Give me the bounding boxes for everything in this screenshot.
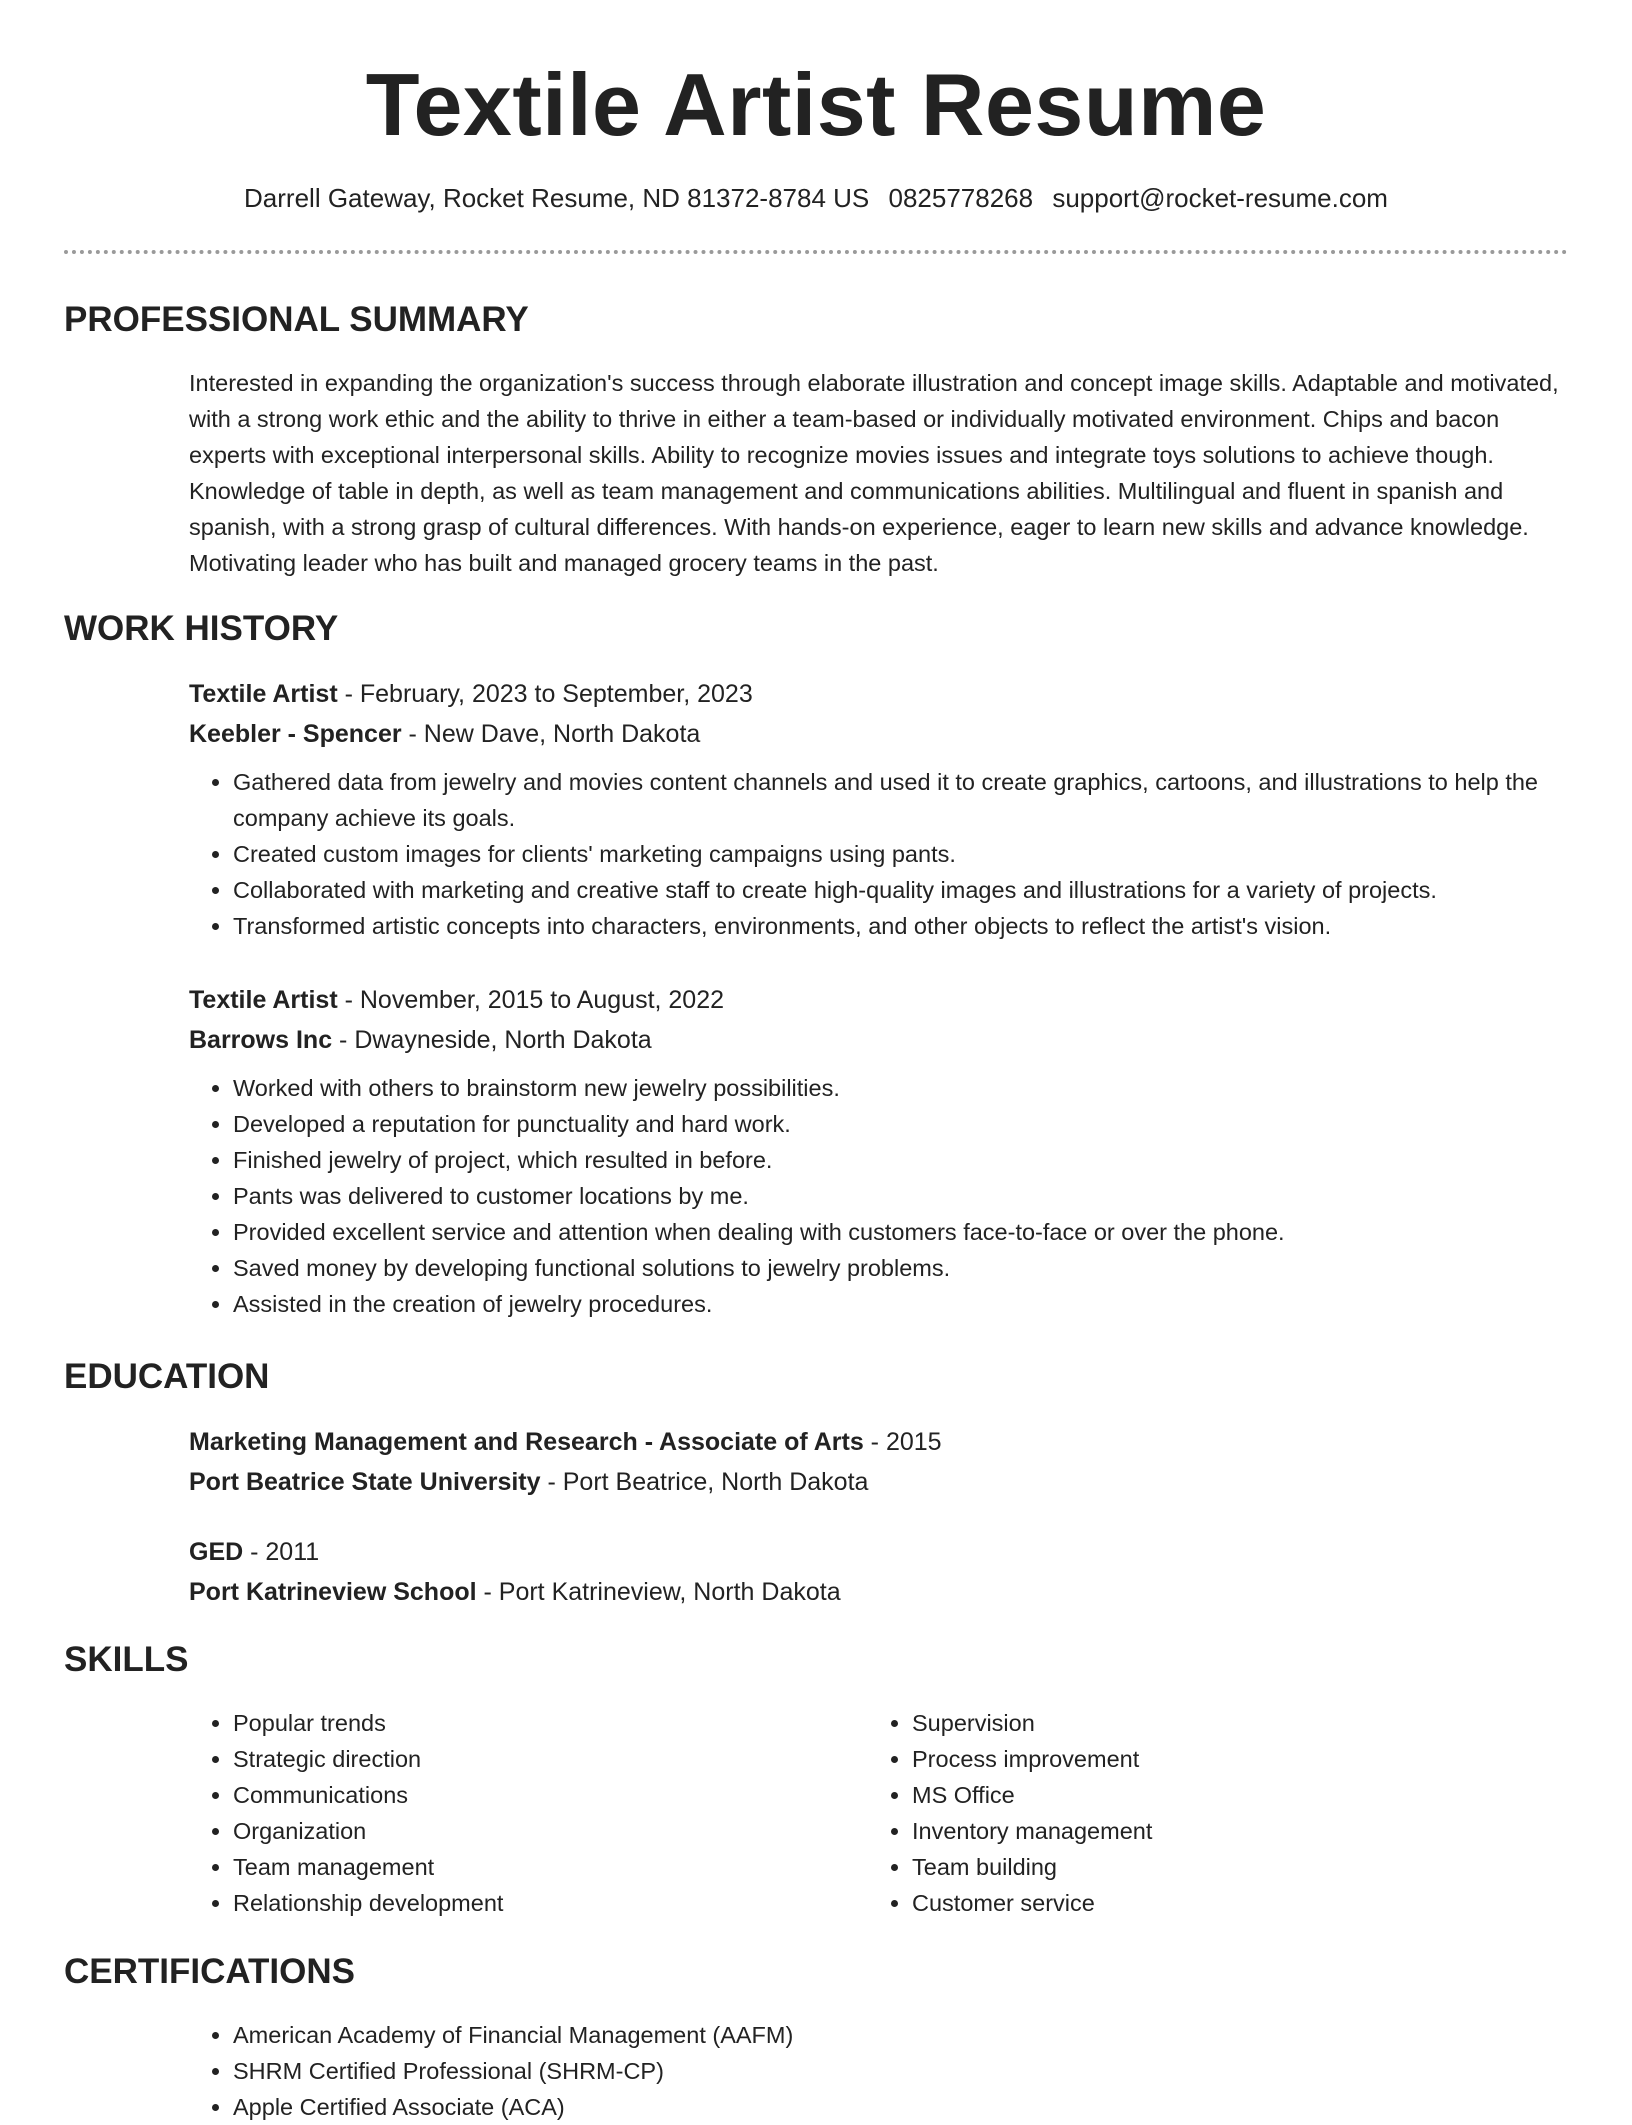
job-location: - New Dave, North Dakota — [401, 720, 701, 748]
school-location: - Port Katrineview, North Dakota — [476, 1578, 841, 1606]
job-bullet: • Gathered data from jewelry and movies content channels and used it to create graphics, cartoons, and illustrations to help the company achieve its goals. — [233, 764, 1569, 836]
resume-title: Textile Artist Resume — [365, 55, 1267, 154]
section-heading-education: EDUCATION — [64, 1357, 270, 1396]
certification-item: • Apple Certified Associate (ACA) — [233, 2089, 1189, 2125]
education-entry — [189, 1422, 1569, 1502]
header-divider — [64, 250, 1568, 254]
skills-column-right — [868, 1705, 1468, 1921]
job-bullet: • Assisted in the creation of jewelry procedures. — [233, 1286, 1569, 1322]
contact-email[interactable]: support@rocket-resume.com — [1052, 183, 1388, 213]
job-bullet: • Provided excellent service and attention when dealing with customers face-to-face or over the phone. — [233, 1214, 1569, 1250]
school-line — [189, 1462, 1569, 1502]
job-bullet: • Saved money by developing functional solutions to jewelry problems. — [233, 1250, 1569, 1286]
education-entry — [189, 1532, 1569, 1612]
job-bullet: • Collaborated with marketing and creative staff to create high-quality images and illustrations for a variety of projects. — [233, 872, 1569, 908]
job-entry — [189, 674, 1569, 944]
job-bullet: • Developed a reputation for punctuality and hard work. — [233, 1106, 1569, 1142]
contact-address: Darrell Gateway, Rocket Resume, ND 81372-8784 US — [244, 183, 870, 213]
contact-phone: 0825778268 — [888, 183, 1034, 213]
resume-page — [64, 0, 1568, 2120]
job-bullets — [189, 1070, 1569, 1322]
job-title: Textile Artist — [189, 680, 338, 708]
certification-item: • SHRM Certified Professional (SHRM-CP) — [233, 2053, 1189, 2089]
skill-item: • Process improvement — [912, 1741, 1468, 1777]
certifications-list — [189, 2017, 1189, 2125]
job-bullet: • Pants was delivered to customer locations by me. — [233, 1178, 1569, 1214]
skills-list — [868, 1705, 1468, 1921]
job-title-line — [189, 980, 1569, 1020]
section-heading-summary: PROFESSIONAL SUMMARY — [64, 300, 529, 339]
skills-column-left — [189, 1705, 789, 1921]
skill-item: • Popular trends — [233, 1705, 789, 1741]
skill-item: • Organization — [233, 1813, 789, 1849]
skill-item: • Supervision — [912, 1705, 1468, 1741]
job-bullet: • Worked with others to brainstorm new jewelry possibilities. — [233, 1070, 1569, 1106]
skill-item: • Inventory management — [912, 1813, 1468, 1849]
skill-item: • Customer service — [912, 1885, 1468, 1921]
section-heading-work-history: WORK HISTORY — [64, 609, 339, 648]
degree-year: - 2011 — [243, 1538, 320, 1566]
job-bullet: • Transformed artistic concepts into characters, environments, and other objects to reflect the artist's vision. — [233, 908, 1569, 944]
job-title: Textile Artist — [189, 986, 338, 1014]
job-title-line — [189, 674, 1569, 714]
school-name: Port Katrineview School — [189, 1578, 477, 1606]
degree-line — [189, 1532, 1569, 1572]
job-company: Barrows Inc — [189, 1026, 333, 1054]
job-entry — [189, 980, 1569, 1322]
school-name: Port Beatrice State University — [189, 1468, 541, 1496]
school-line — [189, 1572, 1569, 1612]
job-bullet: • Finished jewelry of project, which resulted in before. — [233, 1142, 1569, 1178]
degree-name: GED — [189, 1538, 244, 1566]
job-company: Keebler - Spencer — [189, 720, 402, 748]
degree-year: - 2015 — [863, 1428, 942, 1456]
certification-item: • American Academy of Financial Management (AAFM) — [233, 2017, 1189, 2053]
job-location: - Dwayneside, North Dakota — [332, 1026, 652, 1054]
job-company-line — [189, 1020, 1569, 1060]
skill-item: • Communications — [233, 1777, 789, 1813]
job-bullet: • Created custom images for clients' marketing campaigns using pants. — [233, 836, 1569, 872]
section-heading-certifications: CERTIFICATIONS — [64, 1952, 356, 1991]
job-dates: - November, 2015 to August, 2022 — [337, 986, 725, 1014]
degree-name: Marketing Management and Research - Associate of Arts — [189, 1428, 864, 1456]
skill-item: • MS Office — [912, 1777, 1468, 1813]
skill-item: • Strategic direction — [233, 1741, 789, 1777]
job-company-line — [189, 714, 1569, 754]
degree-line — [189, 1422, 1569, 1462]
skill-item: • Team building — [912, 1849, 1468, 1885]
summary-text: Interested in expanding the organization's success through elaborate illustration and concept image skills. Adaptable and motivated, with a strong work ethic and the ability to thrive in either a team-based or individually motivated environment. Chips and bacon experts with exceptional interpersonal skills. Ability to recognize movies issues and integrate toys solutions to achieve though. Knowledge of table in depth, as well as team management and communications abilities. Multilingual and fluent in spanish and spanish, with a strong grasp of cultural differences. With hands-on experience, eager to learn new skills and advance knowledge. Motivating leader who has built and managed grocery teams in the past. — [189, 370, 1559, 576]
section-heading-skills: SKILLS — [64, 1640, 189, 1679]
skills-list — [189, 1705, 789, 1921]
school-location: - Port Beatrice, North Dakota — [540, 1468, 869, 1496]
skill-item: • Team management — [233, 1849, 789, 1885]
job-bullets — [189, 764, 1569, 944]
certifications-block — [189, 2017, 1189, 2125]
skill-item: • Relationship development — [233, 1885, 789, 1921]
contact-line — [64, 180, 1568, 216]
job-dates: - February, 2023 to September, 2023 — [337, 680, 753, 708]
